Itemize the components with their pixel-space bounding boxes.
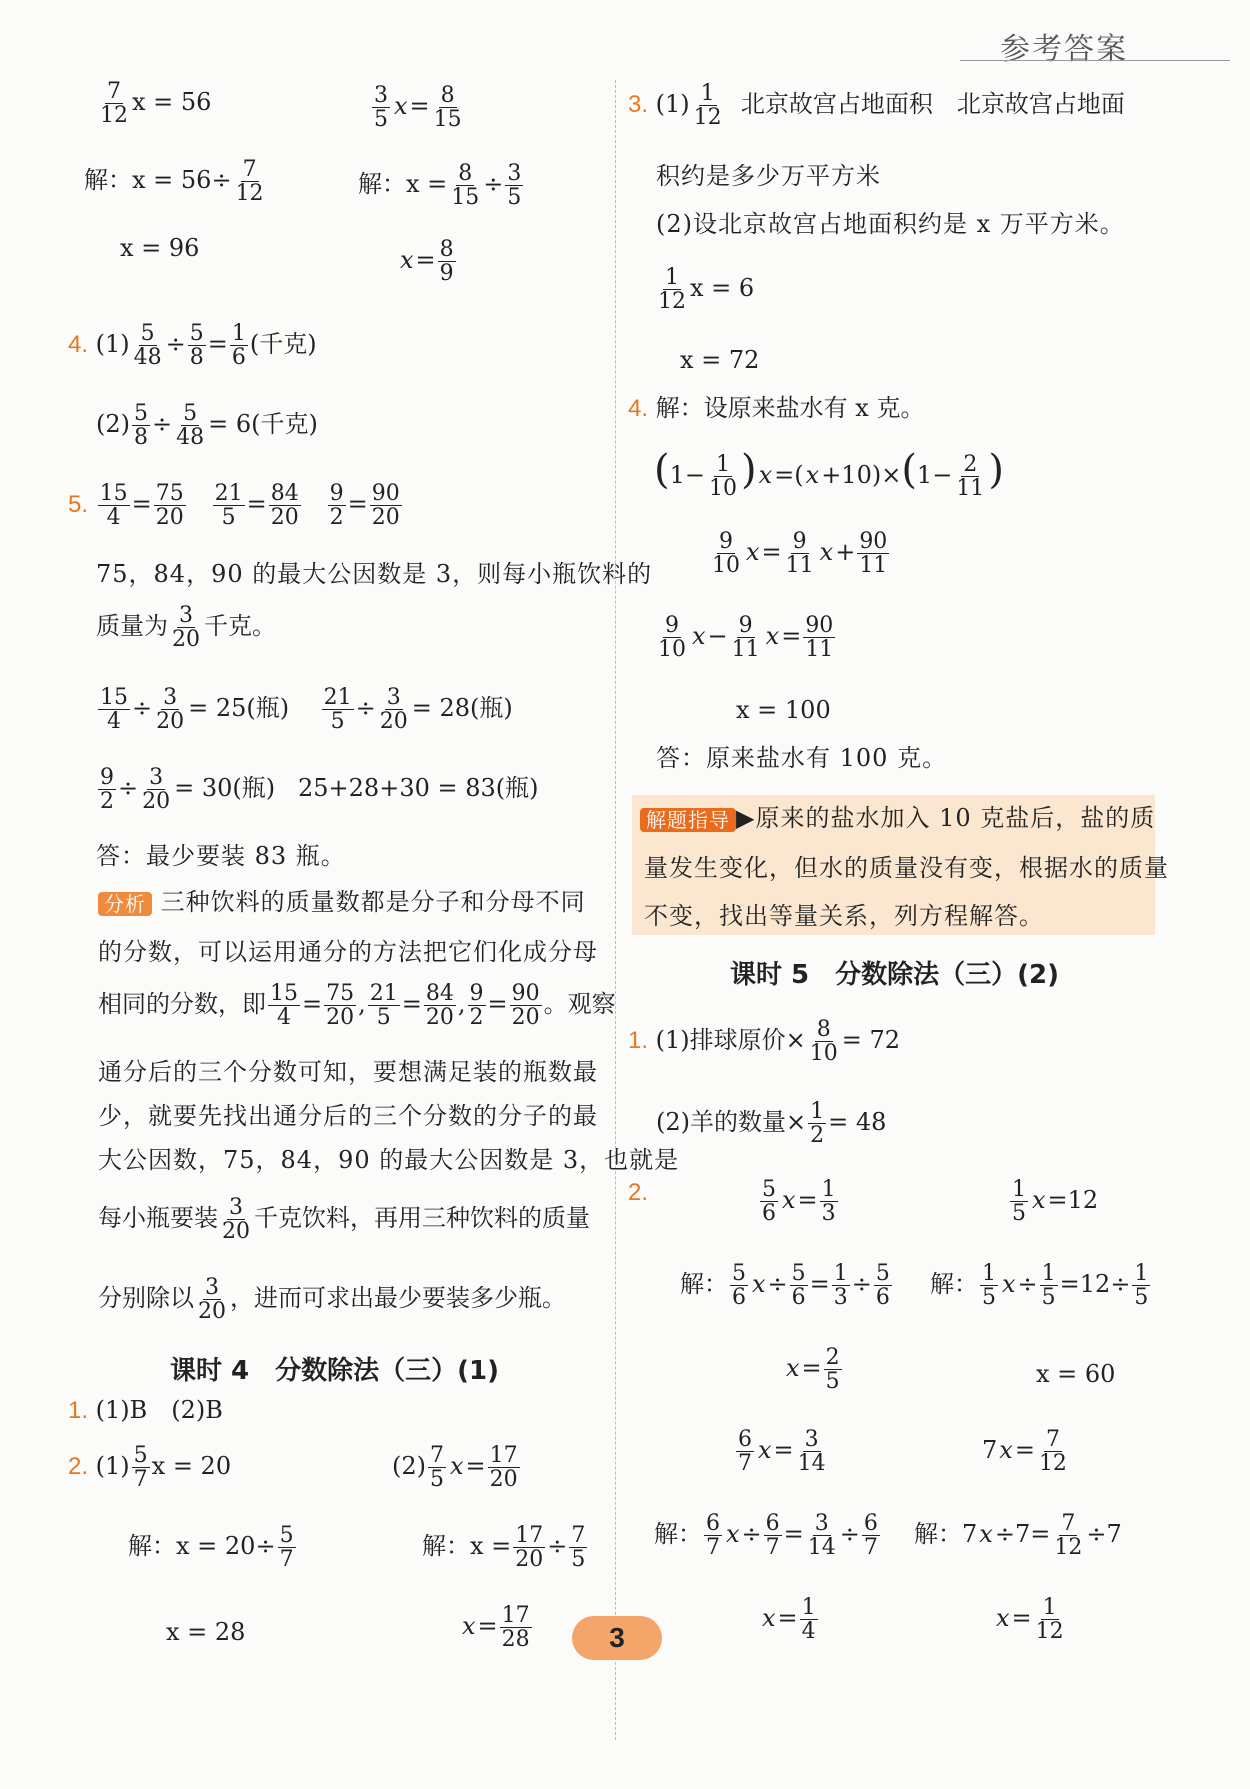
- r-q4-res: x = 100: [736, 696, 831, 724]
- analysis-line5: 少，就要先找出通分后的三个分数的分子的最: [98, 1102, 598, 1130]
- left-sol-a: 解：x = 56÷ $\frac{7}{12}$: [84, 157, 264, 207]
- r-q3-line3: (2)设北京故宫占地面积约是 x 万平方米。: [656, 210, 1125, 238]
- r-q3-res: x = 72: [680, 346, 760, 374]
- l5-q2-e3: $\frac{6}{7}$ x= $\frac{3}{14}$: [738, 1427, 826, 1477]
- l5-q2-s4: 解：7x÷7= $\frac{7}{12}$ ÷7: [914, 1511, 1122, 1561]
- l5-q2-r4: x= $\frac{1}{12}$: [996, 1595, 1064, 1645]
- q5-fractions: 5. $\frac{15}{4}$ = $\frac{75}{20}$ $\frac{21}{5}$ = $\frac{84}{20}$ $\frac{9}{2}$ = $\frac{90}{20}$: [68, 481, 400, 531]
- lesson5-title: 课时 5 分数除法（三）(2): [730, 960, 1059, 990]
- l5-q2-r1: x= $\frac{2}{5}$: [786, 1345, 840, 1395]
- tip-line1: 解题指导 ▶原来的盐水加入 10 克盐后，盐的质: [640, 806, 1155, 832]
- l5-q2-r2: x = 60: [1036, 1360, 1116, 1388]
- lesson4-q2a: 2. (1) $\frac{5}{7}$ x = 20: [68, 1443, 232, 1493]
- analysis-tag: 分析: [98, 892, 152, 916]
- left-eq-a: $\frac{7}{12}$ x = 56: [100, 79, 212, 129]
- q5-calc1: $\frac{15}{4}$ ÷ $\frac{3}{20}$ = 25(瓶) $\frac{21}{5}$ ÷ $\frac{3}{20}$ = 28(瓶): [100, 685, 513, 735]
- r-q3-eq: $\frac{1}{12}$ x = 6: [658, 265, 755, 315]
- lesson4-q1: 1. (1)B (2)B: [68, 1396, 223, 1424]
- l5-q2-e4: 7x= $\frac{7}{12}$: [982, 1427, 1067, 1477]
- l5-q1a: 1. (1)排球原价× $\frac{8}{10}$ = 72: [628, 1017, 901, 1067]
- header-title: 参考答案: [1000, 32, 1128, 67]
- page-number: 3: [572, 1616, 662, 1660]
- l5-q2-label: 2.: [628, 1179, 649, 1206]
- q4-line1: 4. (1) $\frac{5}{48}$ ÷ $\frac{5}{8}$ = $\frac{1}{6}$ (千克): [68, 321, 317, 371]
- lesson4-q2a-res: x = 28: [166, 1618, 246, 1646]
- r-q4-eq2: $\frac{9}{10}$ x= $\frac{9}{11}$ x+ $\frac{90}{11}$: [712, 529, 888, 579]
- l5-q2-e1: $\frac{5}{6}$ x= $\frac{1}{3}$: [762, 1177, 836, 1227]
- tip-tag: 解题指导: [640, 808, 736, 832]
- left-eq-b: $\frac{3}{5}$ x= $\frac{8}{15}$: [374, 83, 462, 133]
- lesson4-q2a-sol: 解：x = 20÷ $\frac{5}{7}$: [128, 1523, 294, 1573]
- l5-q2-s3: 解： $\frac{6}{7}$ x÷ $\frac{6}{7}$ = $\frac{3}{14}$ ÷ $\frac{6}{7}$: [654, 1511, 878, 1561]
- tip-line2: 量发生变化，但水的质量没有变，根据水的质量: [644, 854, 1169, 882]
- l5-q2-e2: $\frac{1}{5}$ x=12: [1012, 1177, 1099, 1227]
- analysis-line2: 的分数，可以运用通分的方法把它们化成分母: [98, 938, 598, 966]
- lesson4-title: 课时 4 分数除法（三）(1): [170, 1356, 499, 1386]
- r-q4-eq3: $\frac{9}{10}$ x− $\frac{9}{11}$ x= $\frac{90}{11}$: [658, 613, 834, 663]
- q5-text2: 质量为 $\frac{3}{20}$ 千克。: [96, 603, 276, 653]
- l5-q2-r3: x= $\frac{1}{4}$: [762, 1595, 816, 1645]
- q4-line2: (2) $\frac{5}{8}$ ÷ $\frac{5}{48}$ = 6(千克): [96, 401, 318, 451]
- header-rule: [960, 60, 1230, 61]
- analysis-line8: 分别除以 $\frac{3}{20}$ ，进而可求出最少要装多少瓶。: [98, 1275, 566, 1325]
- lesson4-q2b: (2) $\frac{7}{5}$ x= $\frac{17}{20}$: [392, 1443, 518, 1493]
- r-q3-line1: 3. (1) $\frac{1}{12}$ 北京故宫占地面积 北京故宫占地面: [628, 81, 1125, 131]
- left-res-b: x= $\frac{8}{9}$: [400, 237, 454, 287]
- analysis-line3: 相同的分数，即 $\frac{15}{4}$ = $\frac{75}{20}$ , $\frac{21}{5}$ = $\frac{84}{20}$ , $\frac{9}{2}$ = $\frac{90}{20}$ 。观察: [98, 981, 616, 1031]
- l5-q2-s2: 解： $\frac{1}{5}$ x÷ $\frac{1}{5}$ =12÷ $\frac{1}{5}$: [930, 1261, 1149, 1311]
- l5-q1b: (2)羊的数量× $\frac{1}{2}$ = 48: [656, 1099, 887, 1149]
- column-divider: [615, 80, 616, 1740]
- l5-q2-s1: 解： $\frac{5}{6}$ x÷ $\frac{5}{6}$ = $\frac{1}{3}$ ÷ $\frac{5}{6}$: [680, 1261, 890, 1311]
- q5-text1: 75，84，90 的最大公因数是 3，则每小瓶饮料的: [96, 560, 653, 588]
- tip-line3: 不变，找出等量关系，列方程解答。: [644, 902, 1044, 930]
- analysis-line4: 通分后的三个分数可知，要想满足装的瓶数最: [98, 1058, 598, 1086]
- r-q4-line1: 4. 解：设原来盐水有 x 克。: [628, 394, 925, 422]
- r-q4-eq1: (1− $\frac{1}{10}$ )x=(x+10)×(1− $\frac{2}{11}$ ): [654, 447, 1004, 501]
- analysis-line7: 每小瓶要装 $\frac{3}{20}$ 千克饮料，再用三种饮料的质量: [98, 1195, 590, 1245]
- lesson4-q2b-res: x= $\frac{17}{28}$: [462, 1603, 530, 1653]
- r-q3-line2: 积约是多少万平方米: [656, 162, 881, 190]
- q5-calc2: $\frac{9}{2}$ ÷ $\frac{3}{20}$ = 30(瓶) 25+28+30 = 83(瓶): [100, 765, 539, 815]
- analysis-line1: 分析 三种饮料的质量数都是分子和分母不同: [98, 890, 586, 916]
- r-q4-answer: 答：原来盐水有 100 克。: [656, 744, 948, 772]
- q5-answer: 答：最少要装 83 瓶。: [96, 842, 346, 870]
- left-res-a: x = 96: [120, 234, 200, 262]
- analysis-line6: 大公因数，75，84，90 的最大公因数是 3，也就是: [98, 1146, 680, 1174]
- lesson4-q2b-sol: 解：x = $\frac{17}{20}$ ÷ $\frac{7}{5}$: [422, 1523, 586, 1573]
- left-sol-b: 解：x = $\frac{8}{15}$ ÷ $\frac{3}{5}$: [358, 161, 522, 211]
